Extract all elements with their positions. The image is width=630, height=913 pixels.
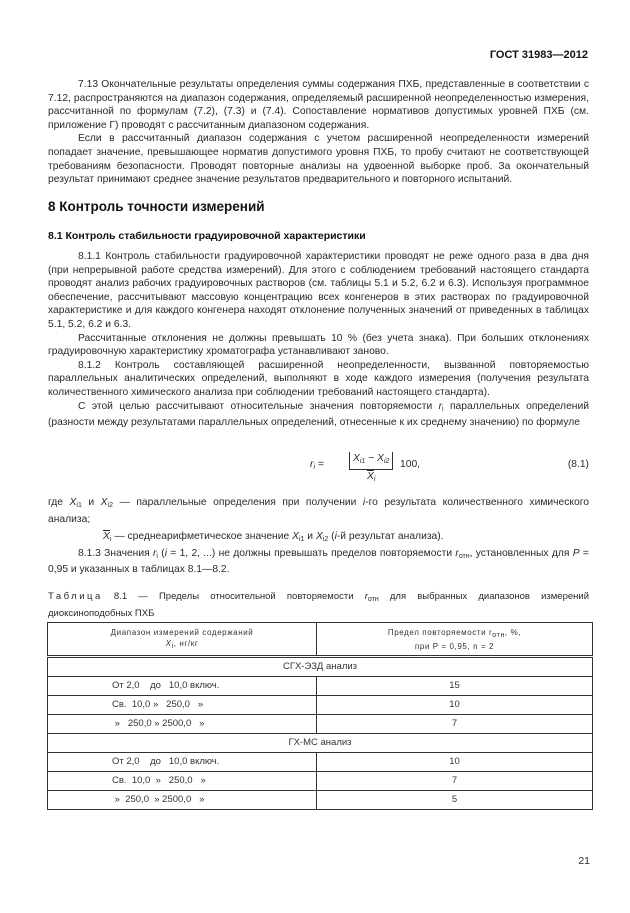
section-7-13	[48, 78, 589, 187]
limit-cell: 10	[317, 753, 593, 772]
header-range: Диапазон измерений содержаний $X_i$, нг/кг	[48, 623, 317, 657]
table-row	[48, 696, 593, 715]
formula-explanation	[48, 496, 589, 577]
limit-cell: 5	[317, 791, 593, 810]
where-line-2: $\overline{X}_i$ — среднеарифметическое значение $X_{i1}$ и $X_{i2}$ (i-й результат анализа).	[103, 531, 444, 544]
limit-cell: 7	[317, 715, 593, 734]
paragraph-8-1-2: 8.1.2 Контроль составляющей расширенной неопределенности, вызванной повторяемостью параллельных аналитических определений, выполняют в ходе каждого измерения (получения результата количественного химического анализа при соблюдении требований настоящего стандарта).	[48, 359, 589, 398]
range-cell: Св. 10,0 » 250,0 »	[48, 772, 317, 791]
where-line-1: где $X_{i1}$ и $X_{i2}$ — параллельные определения при получении i-го результата количественного химического анализа;	[48, 497, 590, 525]
table-row	[48, 677, 593, 696]
range-cell: » 250,0 » 2500,0 »	[48, 791, 317, 810]
table-row	[48, 753, 593, 772]
table-row	[48, 791, 593, 810]
paragraph-8-1-1: 8.1.1 Контроль стабильности градуировочной характеристики проводят не реже одного раза в два дня (при непрерывной работе средства измерений). Для этого с соблюдением требований настоящего стандарта проводят анализ рабочих градуировочных растворов (см. таблицы 5.1 и 5.2, 6.2 и 6.3). Используя программное обеспечение, рассчитывают массовую концентрацию всех конгенеров в этих растворах по градуировочной характеристике и для каждого конгенера находят отклонение полученных значений от приведенных в таблицах 5.1, 5.2, 6.2 и 6.3.	[48, 251, 589, 330]
limit-cell: 7	[317, 772, 593, 791]
document-header: ГОСТ 31983—2012	[489, 49, 588, 61]
table-group-row	[48, 734, 593, 753]
repeatability-table	[47, 622, 593, 810]
paragraph-8-1-2-b: С этой целью рассчитывают относительные значения повторяемости $r_i$ параллельных определений (разности между результатами параллельных определений, отнесенные к их среднему значению) по формуле	[48, 400, 589, 429]
formula-number: (8.1)	[567, 459, 589, 470]
table-row	[48, 772, 593, 791]
range-cell: » 250,0 » 2500,0 »	[48, 715, 317, 734]
limit-cell: 10	[317, 696, 593, 715]
table-row	[48, 715, 593, 734]
paragraph-7-13-b: Если в рассчитанный диапазон содержания с учетом расширенной неопределенности измерений попадает значение, превышающее норматив допустимого уровня ПХБ, то пробу считают не соответствующей требованиям безопасности. Проводят повторные анализы на удвоенной выборке проб. За окончательный результат принимают среднее значение результатов предварительного и повторного испытаний.	[48, 133, 589, 186]
range-cell: Св. 10,0 » 250,0 »	[48, 696, 317, 715]
group-title: СГХ-ЭЗД анализ	[48, 657, 593, 677]
table-header	[48, 623, 593, 657]
paragraph-8-1-3: 8.1.3 Значения $r_i$ (i = 1, 2, ...) не должны превышать пределов повторяемости $r_{отн}$, установленных для P = 0,95 и указанных в таблицах 8.1—8.2.	[48, 547, 589, 576]
range-cell: От 2,0 до 10,0 включ.	[48, 677, 317, 696]
page-number: 21	[578, 855, 590, 867]
section-8-1	[48, 250, 589, 430]
group-title: ГХ-МС анализ	[48, 734, 593, 753]
range-cell: От 2,0 до 10,0 включ.	[48, 753, 317, 772]
limit-cell: 15	[317, 677, 593, 696]
heading-8-1: 8.1 Контроль стабильности градуировочной характеристики	[48, 230, 366, 242]
paragraph-7-13: 7.13 Окончательные результаты определения суммы содержания ПХБ, представленные в соответствии с 7.12, распространяются на диапазон содержания, определяемый расширенной неопределенностью измерения, рассчитанной по формулам (7.2), (7.3) и (7.4). Сопоставление нормативов допустимых уровней ПХБ (см. приложение Г) проводят с рассчитанным диапазоном содержания.	[48, 79, 589, 131]
table-caption: Таблица 8.1 — Пределы относительной повторяемости $r_{отн}$ для выбранных диапазонов измерений диоксиноподобных ПХБ	[48, 591, 590, 619]
table-group-row	[48, 657, 593, 677]
heading-8: 8 Контроль точности измерений	[48, 199, 265, 214]
header-limit: Предел повторяемости $r_{отн}$, %, при P = 0,95, n = 2	[317, 623, 593, 657]
formula-8-1: $r_i$ = $\frac{X_{i1} - X_{i2}}{\overline{X}_i}$ 100, (8.1)	[310, 453, 589, 483]
paragraph-8-1-1-b: Рассчитанные отклонения не должны превышать 10 % (без учета знака). При больших отклонениях градуировочную характеристику хроматографа устанавливают заново.	[48, 332, 589, 358]
